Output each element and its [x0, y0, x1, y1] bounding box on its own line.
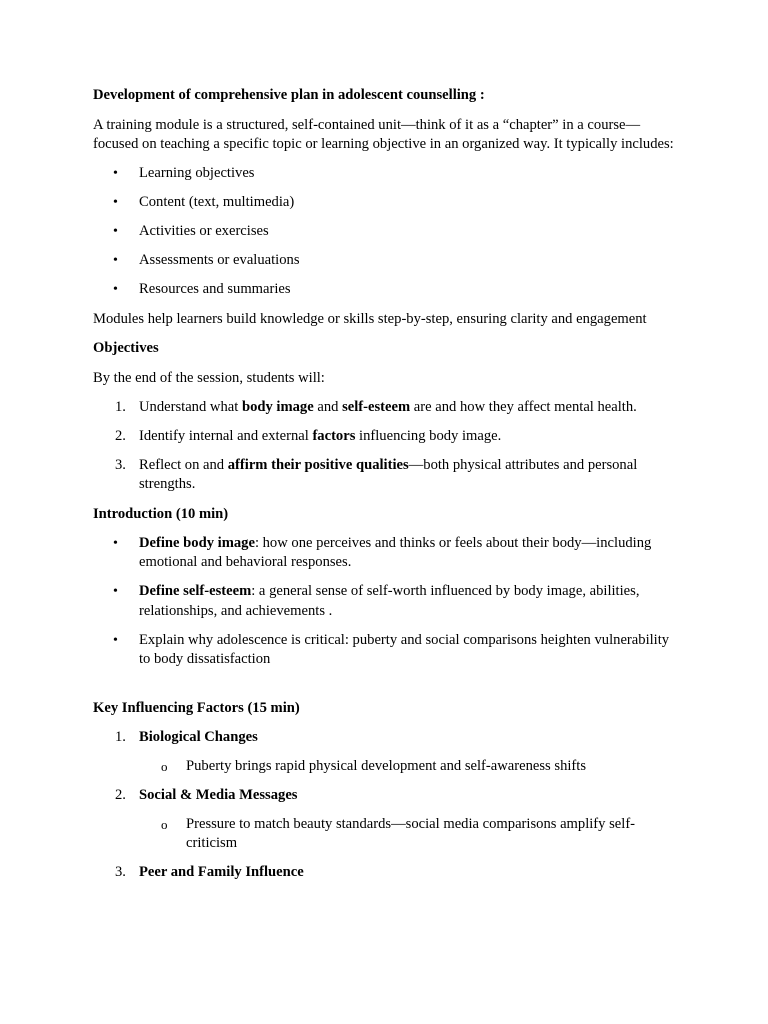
list-item [93, 427, 683, 447]
sub-item-text: Puberty brings rapid physical development and self-awareness shifts [186, 757, 587, 774]
bullet-icon: • [113, 224, 118, 239]
list-item [93, 582, 683, 621]
list-item [93, 193, 683, 213]
bold-run: self-esteem [342, 398, 411, 415]
list-item [93, 786, 683, 806]
introduction-heading: Introduction (10 min) [93, 505, 229, 522]
factors-list [93, 728, 683, 883]
includes-list [93, 164, 683, 300]
list-number: 3. [115, 864, 126, 880]
list-item [93, 398, 683, 418]
bold-run: Define self-esteem [139, 583, 252, 599]
list-number: 2. [115, 786, 126, 803]
document-title: Development of comprehensive plan in adolescent counselling : [93, 87, 485, 103]
list-number: 2. [115, 427, 126, 444]
objectives-heading: Objectives [93, 340, 159, 356]
list-item [93, 863, 683, 883]
bullet-icon: • [113, 282, 118, 297]
objectives-lead: By the end of the session, students will: [93, 369, 325, 386]
text-run: Understand what [139, 398, 242, 415]
list-item [93, 222, 683, 242]
factor-label: Peer and Family Influence [139, 864, 304, 880]
list-item-text: Resources and summaries [139, 281, 291, 297]
list-item-text: Content (text, multimedia) [139, 194, 295, 210]
list-item [93, 534, 683, 573]
text-run: : how one perceives and thinks or feels about their body—including emotional and behavioral responses. [139, 534, 652, 570]
spacer [93, 670, 683, 689]
list-item [93, 280, 683, 300]
list-item-text: Activities or exercises [139, 223, 269, 239]
bullet-icon: • [113, 584, 118, 599]
bullet-icon: • [113, 253, 118, 268]
list-item [93, 456, 683, 495]
document-page [93, 86, 683, 883]
sub-item-text: Pressure to match beauty standards—social media comparisons amplify self-criticism [186, 815, 636, 851]
factors-heading: Key Influencing Factors (15 min) [93, 699, 300, 716]
bold-run: body image [241, 398, 314, 415]
factor-label: Biological Changes [139, 728, 258, 745]
text-run: Reflect on and [139, 456, 228, 473]
list-number: 1. [115, 398, 126, 415]
text-run: Explain why adolescence is critical: puberty and social comparisons heighten vulnerability to body dissatisfaction [139, 631, 670, 667]
modules-paragraph: Modules help learners build knowledge or skills step-by-step, ensuring clarity and engagement [93, 310, 647, 327]
list-item [93, 251, 683, 271]
factor-label: Social & Media Messages [139, 786, 298, 803]
list-number: 1. [115, 728, 126, 745]
bullet-icon: • [113, 166, 118, 181]
bullet-icon: • [113, 195, 118, 210]
list-item [93, 728, 683, 748]
list-item-text: Learning objectives [139, 165, 255, 181]
text-run: : a general sense of self-worth influenced by body image, abilities, relationships, and achievements . [139, 583, 640, 619]
list-number: 3. [115, 456, 126, 473]
bullet-icon: • [113, 535, 118, 551]
bold-run: Define body image [139, 534, 255, 551]
circle-bullet-icon: o [161, 816, 168, 832]
list-item [93, 631, 683, 670]
bold-run: factors [312, 427, 356, 444]
text-run: influencing body image. [355, 427, 502, 444]
text-run: —both physical attributes and personal strengths. [139, 456, 638, 492]
text-run: Identify internal and external [139, 427, 313, 444]
list-item-text: Assessments or evaluations [139, 252, 300, 268]
introduction-list [93, 534, 683, 670]
text-run: are and how they affect mental health. [410, 398, 637, 415]
bullet-icon: • [113, 632, 118, 648]
intro-paragraph: A training module is a structured, self-contained unit—think of it as a “chapter” in a course—focused on teaching a specific topic or learning objective in an organized way. It typically includes: [93, 116, 674, 152]
list-item [93, 164, 683, 184]
circle-bullet-icon: o [161, 758, 168, 774]
sub-list-item [93, 815, 683, 854]
objectives-list [93, 398, 683, 495]
bold-run: affirm their positive qualities [227, 456, 409, 473]
sub-list-item [93, 757, 683, 777]
text-run: and [313, 398, 343, 415]
